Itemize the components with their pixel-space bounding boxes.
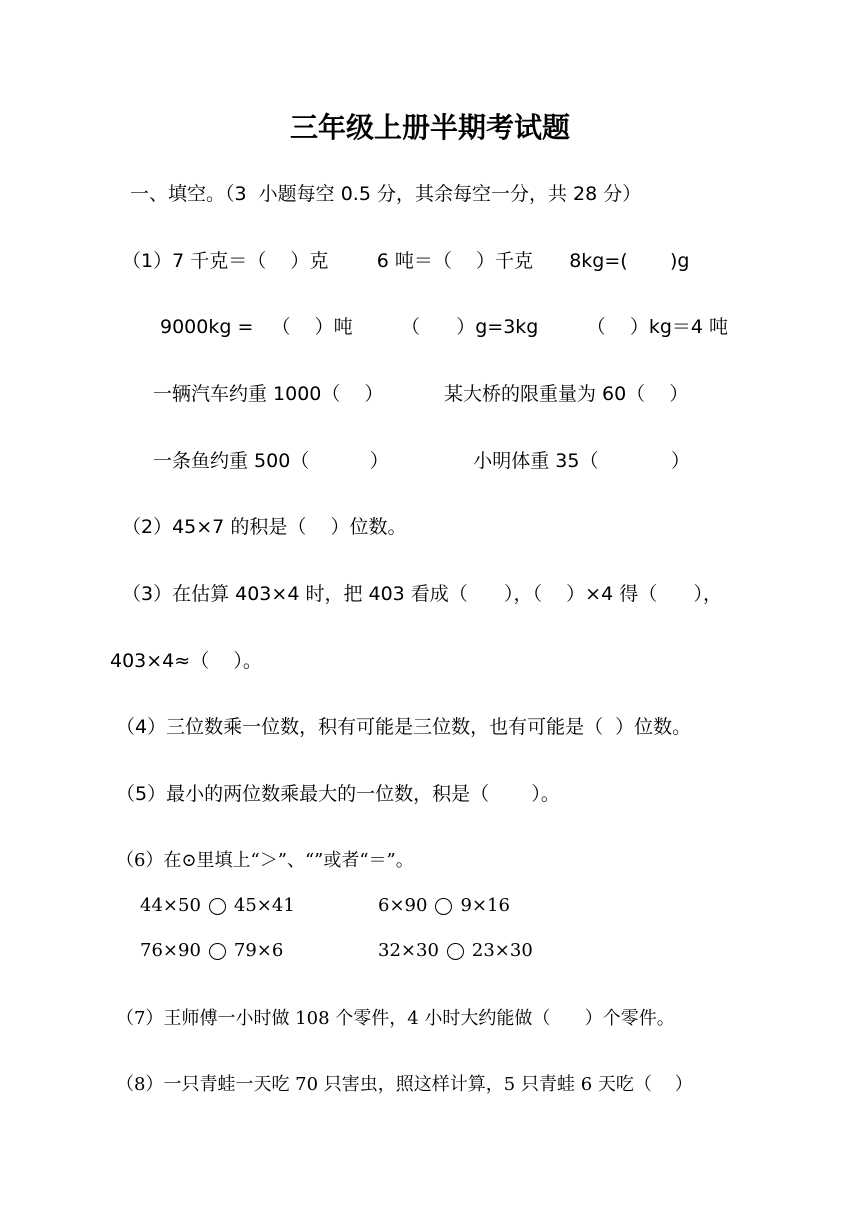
question-3-line-1: （3）在估算 403×4 时，把 403 看成（ ），（ ）×4 得（ ）， bbox=[122, 583, 722, 605]
question-6-prompt: （6）在⊙里填上“＞”、“”或者“＝”。 bbox=[116, 850, 414, 871]
question-1-line-1: （1）7 千克＝（ ）克 6 吨＝（ ）千克 8kg=( )g bbox=[122, 250, 690, 272]
question-1-line-2: 9000kg = （ ）吨 （ ）g=3kg （ ）kg＝4 吨 bbox=[160, 316, 729, 338]
comparison-right: 23×30 bbox=[471, 940, 533, 961]
compare-circle-icon[interactable] bbox=[447, 943, 464, 960]
comparison-row bbox=[140, 894, 295, 918]
question-1-line-4: 一条鱼约重 500（ ） 小明体重 35（ ） bbox=[153, 450, 690, 472]
page-title: 三年级上册半期考试题 bbox=[289, 111, 570, 144]
question-1-line-3: 一辆汽车约重 1000（ ） 某大桥的限重量为 60（ ） bbox=[153, 383, 689, 405]
question-7: （7）王师傅一小时做 108 个零件，4 小时大约能做（ ）个零件。 bbox=[116, 1008, 675, 1029]
comparison-left: 6×90 bbox=[378, 895, 428, 916]
compare-circle-icon[interactable] bbox=[209, 943, 226, 960]
question-2: （2）45×7 的积是（ ）位数。 bbox=[122, 516, 407, 538]
section-heading: 一、填空。（3 小题每空 0.5 分，其余每空一分，共 28 分） bbox=[130, 183, 642, 205]
compare-circle-icon[interactable] bbox=[209, 898, 226, 915]
comparison-left: 76×90 bbox=[140, 940, 201, 961]
question-4: （4）三位数乘一位数，积有可能是三位数，也有可能是（ ）位数。 bbox=[116, 716, 692, 738]
comparison-right: 9×16 bbox=[460, 895, 510, 916]
comparison-row bbox=[378, 939, 533, 963]
question-5: （5）最小的两位数乘最大的一位数，积是（ ）。 bbox=[116, 783, 560, 805]
comparison-left: 44×50 bbox=[140, 895, 201, 916]
comparison-left: 32×30 bbox=[378, 940, 439, 961]
question-8: （8）一只青蛙一天吃 70 只害虫，照这样计算，5 只青蛙 6 天吃（ ） bbox=[116, 1074, 693, 1095]
comparison-row bbox=[140, 939, 283, 963]
comparison-right: 79×6 bbox=[233, 940, 284, 961]
comparison-row bbox=[378, 894, 510, 918]
compare-circle-icon[interactable] bbox=[435, 898, 452, 915]
question-3-line-2: 403×4≈（ ）。 bbox=[110, 650, 262, 672]
comparison-right: 45×41 bbox=[233, 895, 295, 916]
